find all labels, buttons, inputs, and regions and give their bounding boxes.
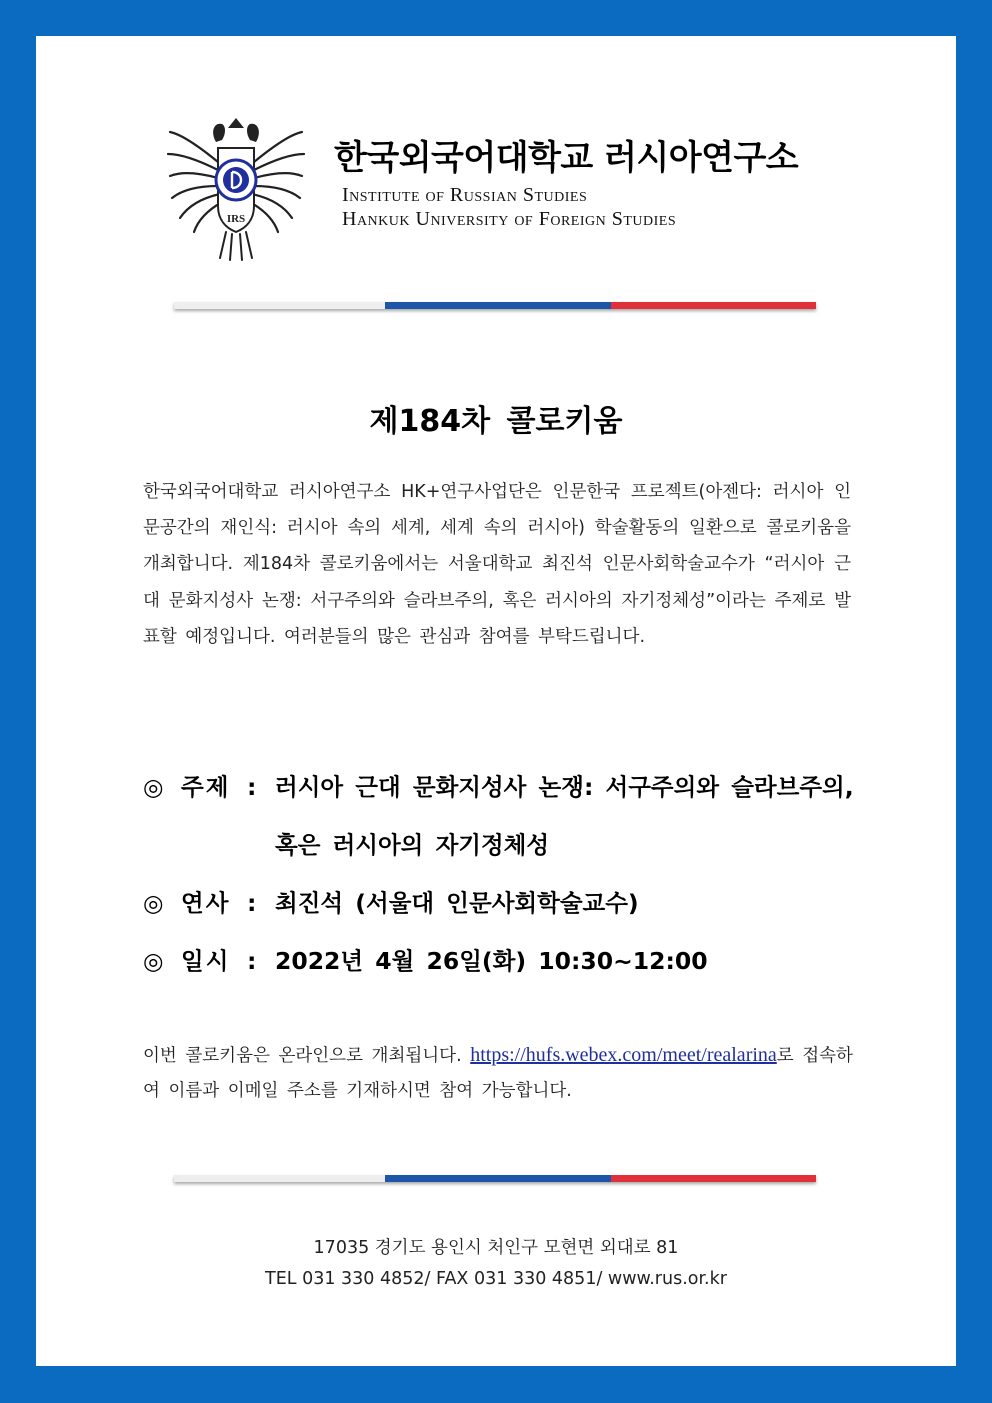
- detail-label: 일시: [181, 947, 231, 975]
- detail-value: 러시아 근대 문화지성사 논쟁: 서구주의와 슬라브주의, 혹은 러시아의 자기정체성: [275, 773, 854, 859]
- online-notice-text: 이번 콜로키움은 온라인으로 개최됩니다.: [143, 1046, 462, 1066]
- intro-paragraph: 한국외국어대학교 러시아연구소 HK+연구사업단은 인문한국 프로젝트(아젠다: 러시아 인문공간의 재인식: 러시아 속의 세계, 세계 속의 러시아) 학술활동의 일환으로 콜로키움을 개최합니다. 제184차 콜로키움에서는 서울대학교 최진석 인문사회학술교수가 “러시아 근대 문화지성사 논쟁: 서구주의와 슬라브주의, 혹은 러시아의 자기정체성”이라는 주제로 발표할 예정입니다. 여러분들의 많은 관심과 참여를 부탁드립니다.: [143, 482, 851, 647]
- institute-name-korean: 한국외국어대학교 러시아연구소: [334, 138, 799, 178]
- online-notice: [143, 1038, 853, 1109]
- detail-value: 2022년 4월 26일(화) 10:30~12:00: [275, 947, 708, 975]
- footer-contact: TEL 031 330 4852/ FAX 031 330 4851/ www.rus.or.kr: [265, 1269, 727, 1289]
- detail-colon: :: [247, 773, 257, 801]
- institute-name-english: Institute of Russian Studies: [342, 184, 588, 206]
- detail-colon: :: [247, 947, 257, 975]
- footer: [36, 1233, 956, 1295]
- detail-label: 주제: [181, 773, 231, 801]
- tricolor-divider-top: [174, 302, 816, 309]
- event-details: [143, 758, 863, 990]
- document-page: [36, 36, 956, 1366]
- online-notice-text-after: 로 접속하여 이름과 이메일 주소를 기재하시면 참여 가능합니다.: [143, 1046, 853, 1101]
- divider-blue-segment: [385, 1175, 611, 1182]
- detail-datetime: [143, 932, 863, 990]
- divider-red-segment: [611, 302, 816, 309]
- divider-blue-segment: [385, 302, 611, 309]
- footer-address: 17035 경기도 용인시 처인구 모현면 외대로 81: [313, 1238, 679, 1258]
- double-headed-eagle-emblem-icon: [166, 114, 306, 262]
- university-name-english: Hankuk University of Foreign Studies: [342, 208, 677, 230]
- divider-white-segment: [174, 1175, 385, 1182]
- institute-header: [166, 114, 846, 264]
- colloquium-title: 제184차 콜로키움: [369, 404, 623, 439]
- webex-link[interactable]: https://hufs.webex.com/meet/realarina: [470, 1044, 777, 1066]
- bullet-icon: ◎: [143, 947, 164, 975]
- bullet-icon: ◎: [143, 773, 164, 801]
- detail-topic: [143, 758, 863, 874]
- detail-value: 최진석 (서울대 인문사회학술교수): [275, 889, 639, 917]
- emblem-label: IRS: [226, 213, 246, 225]
- divider-white-segment: [174, 302, 385, 309]
- detail-speaker: [143, 874, 863, 932]
- detail-colon: :: [247, 889, 257, 917]
- tricolor-divider-bottom: [174, 1175, 816, 1182]
- detail-label: 연사: [181, 889, 231, 917]
- divider-red-segment: [611, 1175, 816, 1182]
- bullet-icon: ◎: [143, 889, 164, 917]
